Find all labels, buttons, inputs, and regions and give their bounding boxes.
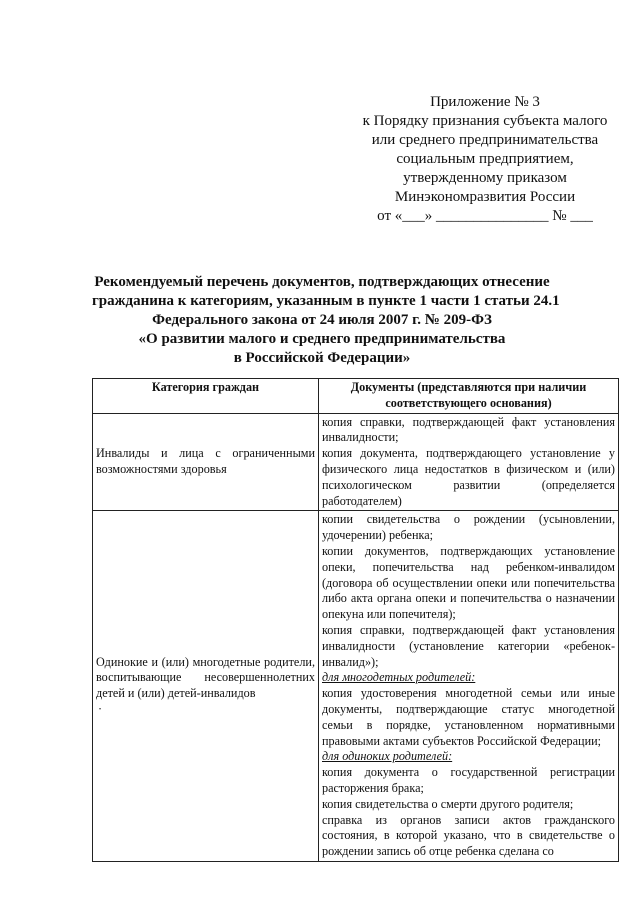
category-text: Одинокие и (или) многодетные родители, воспитывающие несовершеннолетних детей и (или) детей-инвалидов xyxy=(96,654,315,701)
appendix-line: или среднего предпринимательства xyxy=(371,132,599,148)
table-row xyxy=(93,413,619,511)
table-row xyxy=(93,511,619,862)
documents-cell xyxy=(319,511,619,862)
title-line: в Российской Федерации» xyxy=(233,350,411,366)
document-item: копия документа, подтверждающего установление у физического лица недостатков в физическом и (или) психологическом развитии (определяется работодателем) xyxy=(322,446,615,508)
document-item: копия свидетельства о смерти другого родителя; xyxy=(322,796,574,811)
appendix-header xyxy=(350,93,620,226)
document-item: копия документа о государственной регистрации расторжения брака; xyxy=(322,765,615,795)
header-category: Категория граждан xyxy=(93,379,319,414)
appendix-line: социальным предприятием, xyxy=(396,151,574,167)
appendix-line: Минэкономразвития России xyxy=(394,189,576,205)
document-item: копии документов, подтверждающих установление опеки, попечительства над ребенком-инвалидом (договора об осуществлении опеки или попечительства либо акта органа опеки и попечительства о назначении опекуна или попечителя); xyxy=(322,543,615,622)
documents-table xyxy=(92,378,619,862)
stray-mark: · xyxy=(98,701,103,716)
appendix-number: Приложение № 3 xyxy=(430,94,540,110)
subheading-single-parents: для одиноких родителей: xyxy=(322,749,453,764)
document-item: справка из органов записи актов гражданского состояния, в которой указано, что в свидетельстве о рождении запись об отце ребенка сделана со xyxy=(322,812,615,859)
document-item: копия удостоверения многодетной семьи или иные документы, подтверждающие статус многодетной семьи в порядке, установленном нормативными правовыми актами субъектов Российской Федерации; xyxy=(322,686,615,748)
document-item: копии свидетельства о рождении (усыновлении, удочерении) ребенка; xyxy=(322,512,615,543)
title-line: гражданина к категориям, указанным в пункте 1 части 1 статьи 24.1 xyxy=(92,293,560,309)
header-documents: Документы (представляются при наличии соответствующего основания) xyxy=(319,379,619,414)
appendix-date-number: от «___» _______________ № ___ xyxy=(377,208,593,224)
document-title xyxy=(92,273,560,368)
table-header-row xyxy=(93,379,619,414)
documents-cell xyxy=(319,413,619,511)
subheading-many-children: для многодетных родителей: xyxy=(322,670,476,685)
category-cell: Инвалиды и лица с ограниченными возможностями здоровья xyxy=(93,413,319,511)
title-line: Рекомендуемый перечень документов, подтверждающих отнесение xyxy=(94,274,550,290)
document-item: копия справки, подтверждающей факт установления инвалидности; xyxy=(322,414,615,445)
appendix-line: к Порядку признания субъекта малого xyxy=(362,113,608,129)
document-item: копия справки, подтверждающей факт установления инвалидности (установление категории «ребенок-инвалид»); xyxy=(322,622,615,669)
appendix-line: утвержденному приказом xyxy=(403,170,567,186)
title-line: «О развитии малого и среднего предпринимательства xyxy=(138,331,506,347)
title-line: Федерального закона от 24 июля 2007 г. № 209-ФЗ xyxy=(152,312,492,328)
category-cell xyxy=(93,511,319,862)
